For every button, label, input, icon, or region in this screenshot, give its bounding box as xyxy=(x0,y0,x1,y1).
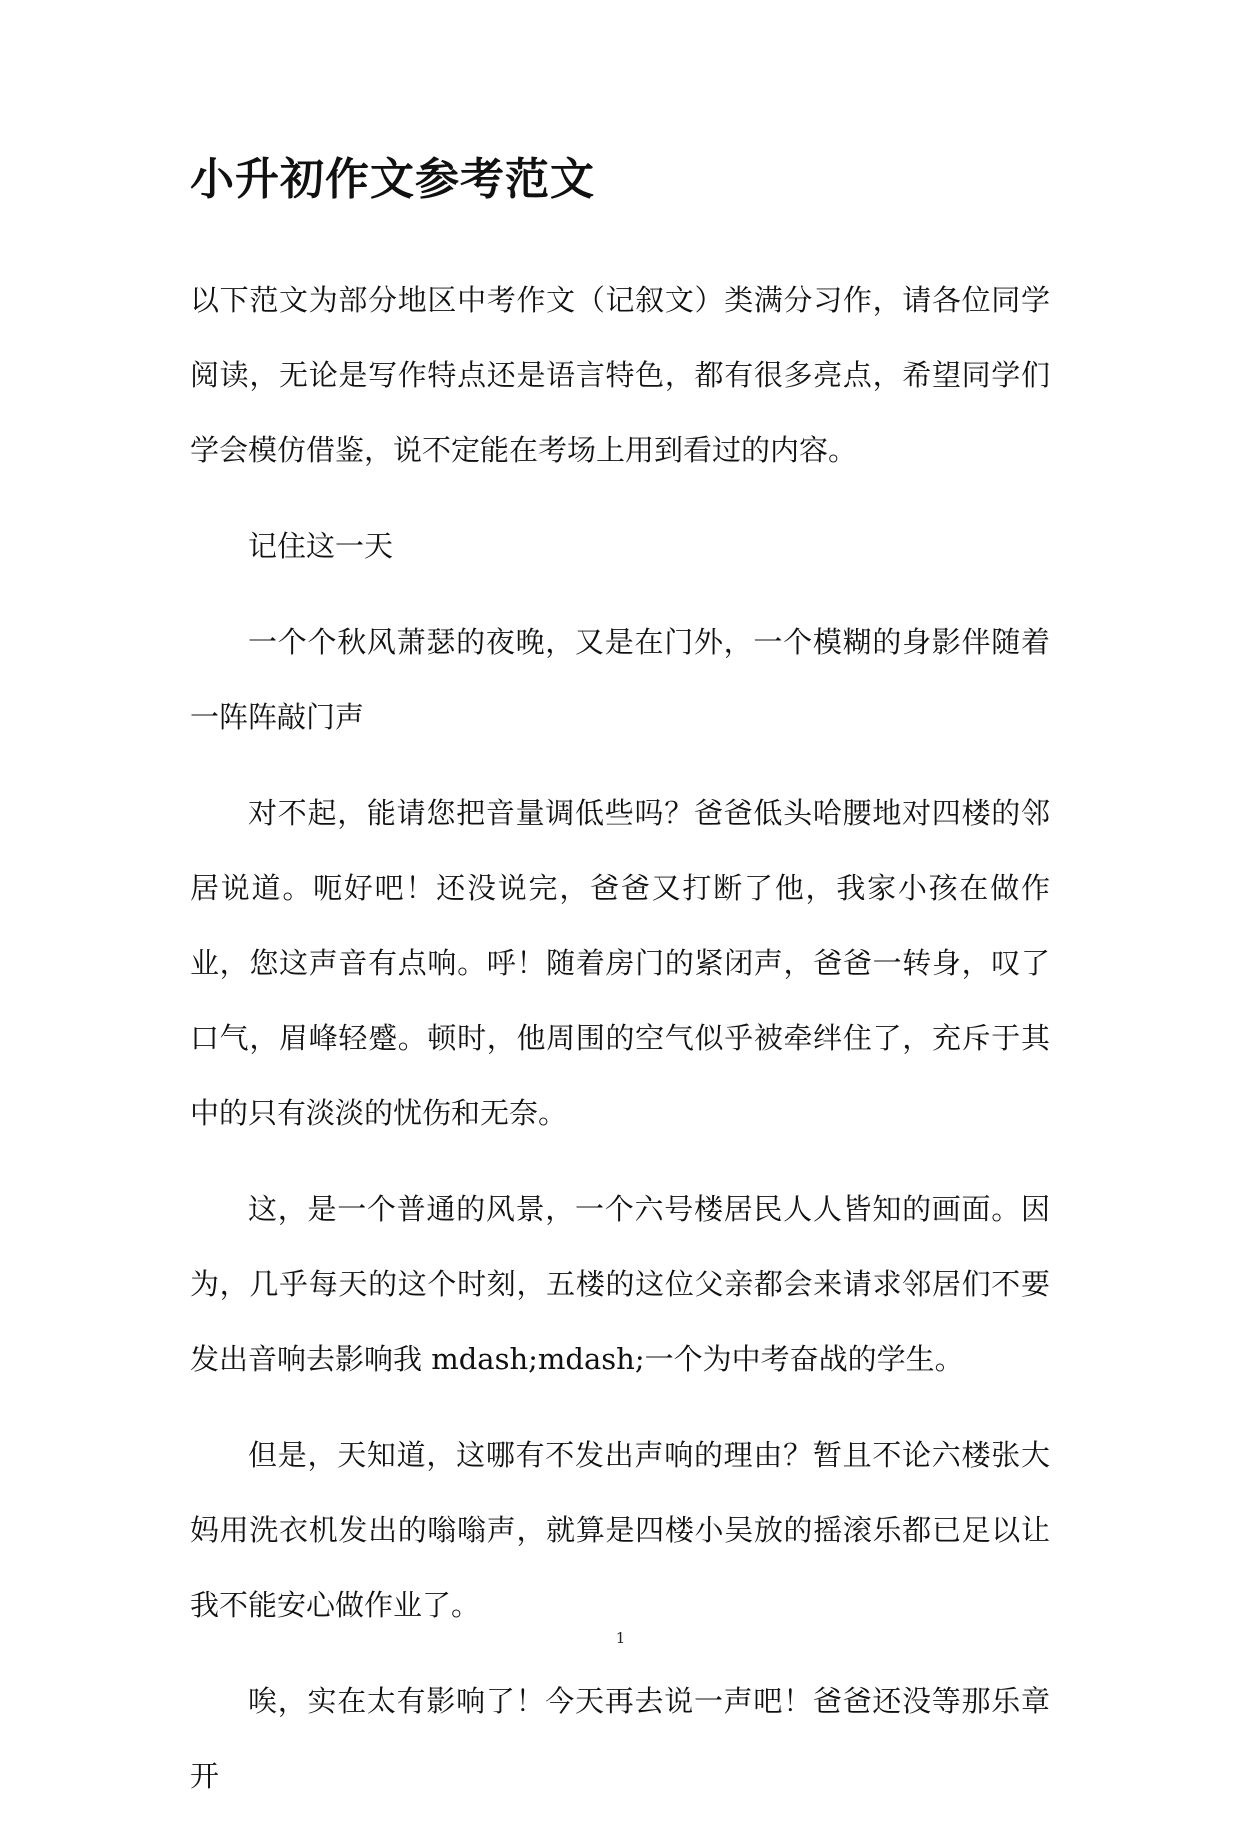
essay-paragraph-1: 一个个秋风萧瑟的夜晚，又是在门外，一个模糊的身影伴随着一阵阵敲门声 xyxy=(190,625,1050,734)
page-number: 1 xyxy=(615,1629,626,1647)
essay-paragraph-3: 这，是一个普通的风景，一个六号楼居民人人皆知的画面。因为，几乎每天的这个时刻，五楼的这位父亲都会来请求邻居们不要发出音响去影响我 mdash;mdash;一个为中考奋战的学生。 xyxy=(190,1192,1050,1376)
document-body xyxy=(190,263,1050,1835)
essay-title-paragraph: 记住这一天 xyxy=(248,529,394,563)
essay-paragraph-4: 但是，天知道，这哪有不发出声响的理由？暂且不论六楼张大妈用洗衣机发出的嗡嗡声，就算是四楼小吴放的摇滚乐都已足以让我不能安心做作业了。 xyxy=(190,1438,1050,1622)
essay-paragraph-5: 唉，实在太有影响了！今天再去说一声吧！爸爸还没等那乐章开 xyxy=(190,1684,1050,1793)
essay-paragraph-2: 对不起，能请您把音量调低些吗？爸爸低头哈腰地对四楼的邻居说道。呃好吧！还没说完，爸爸又打断了他，我家小孩在做作业，您这声音有点响。呼！随着房门的紧闭声，爸爸一转身，叹了口气，眉峰轻蹙。顿时，他周围的空气似乎被牵绊住了，充斥于其中的只有淡淡的忧伤和无奈。 xyxy=(190,796,1050,1130)
intro-paragraph: 以下范文为部分地区中考作文（记叙文）类满分习作，请各位同学阅读，无论是写作特点还是语言特色，都有很多亮点，希望同学们学会模仿借鉴，说不定能在考场上用到看过的内容。 xyxy=(190,283,1050,467)
document-title: 小升初作文参考范文 xyxy=(190,154,595,205)
